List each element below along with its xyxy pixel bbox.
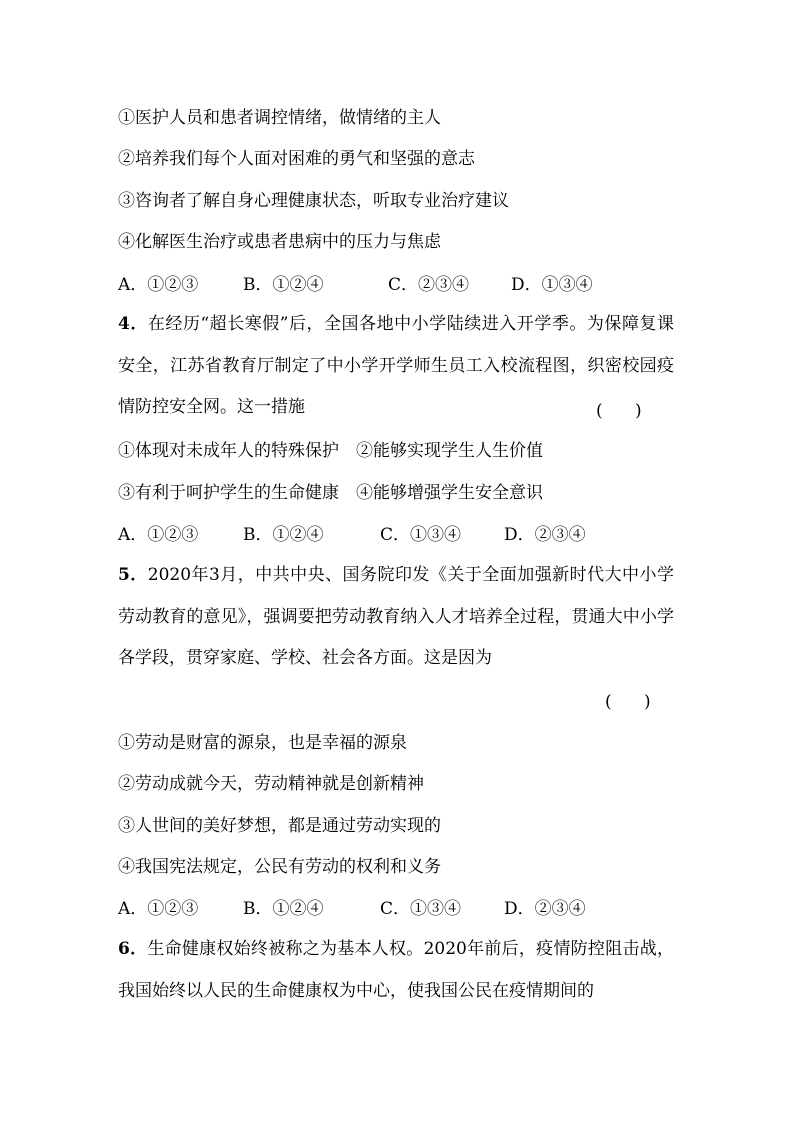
q6-stem <box>118 929 674 1012</box>
q3-choice-d[interactable]: D．①③④ <box>511 275 593 295</box>
q3-option-2: ②培养我们每个人面对困难的勇气和坚强的意志 <box>118 149 475 169</box>
q5-choice-c[interactable]: C．①③④ <box>380 899 462 919</box>
q3-choice-a[interactable]: A．①②③ <box>118 275 199 295</box>
q5-option-4: ④我国宪法规定，公民有劳动的权利和义务 <box>118 857 441 877</box>
q5-choice-a[interactable]: A．①②③ <box>118 899 199 919</box>
q5-choice-d[interactable]: D．②③④ <box>504 899 586 919</box>
q4-stem-text: 在经历“超长寒假”后，全国各地中小学陆续进入开学季。为保障复课安全，江苏省教育厅制定了中小学开学师生员工入校流程图，织密校园疫情防控安全网。这一措施 <box>118 314 674 417</box>
q4-option-line-1: ①体现对未成年人的特殊保护 ②能够实现学生人生价值 <box>118 441 543 461</box>
q3-choice-b[interactable]: B．①②④ <box>243 275 324 295</box>
q5-option-1: ①劳动是财富的源泉，也是幸福的源泉 <box>118 733 407 753</box>
q6-number: 6． <box>118 939 148 959</box>
q5-answer-blank[interactable]: ( ) <box>605 692 651 712</box>
q5-stem-text: 2020年3月，中共中央、国务院印发《关于全面加强新时代大中小学劳动教育的意见》，强调要把劳动教育纳入人才培养全过程，贯通大中小学各学段，贯穿家庭、学校、社会各方面。这是因为 <box>118 565 674 668</box>
q4-choice-b[interactable]: B．①②④ <box>243 525 324 545</box>
q4-choice-d[interactable]: D．②③④ <box>504 525 586 545</box>
q5-choice-b[interactable]: B．①②④ <box>243 899 324 919</box>
q5-option-3: ③人世间的美好梦想，都是通过劳动实现的 <box>118 816 441 836</box>
q3-option-4: ④化解医生治疗或患者患病中的压力与焦虑 <box>118 232 441 252</box>
q5-number: 5． <box>118 565 148 585</box>
q5-option-2: ②劳动成就今天，劳动精神就是创新精神 <box>118 774 424 794</box>
q3-choice-c[interactable]: C．②③④ <box>388 275 470 295</box>
q4-number: 4． <box>118 314 148 334</box>
q4-option-line-2: ③有利于呵护学生的生命健康 ④能够增强学生安全意识 <box>118 483 543 503</box>
q3-option-3: ③咨询者了解自身心理健康状态，听取专业治疗建议 <box>118 191 509 211</box>
q6-stem-text: 生命健康权始终被称之为基本人权。2020年前后，疫情防控阻击战，我国始终以人民的生命健康权为中心，使我国公民在疫情期间的 <box>118 939 674 1001</box>
q4-answer-blank[interactable]: ( ) <box>596 401 642 421</box>
q4-choice-c[interactable]: C．①③④ <box>380 525 462 545</box>
q4-stem <box>118 304 674 429</box>
q3-option-1: ①医护人员和患者调控情绪，做情绪的主人 <box>118 108 441 128</box>
q5-stem <box>118 555 674 680</box>
q4-choice-a[interactable]: A．①②③ <box>118 525 199 545</box>
